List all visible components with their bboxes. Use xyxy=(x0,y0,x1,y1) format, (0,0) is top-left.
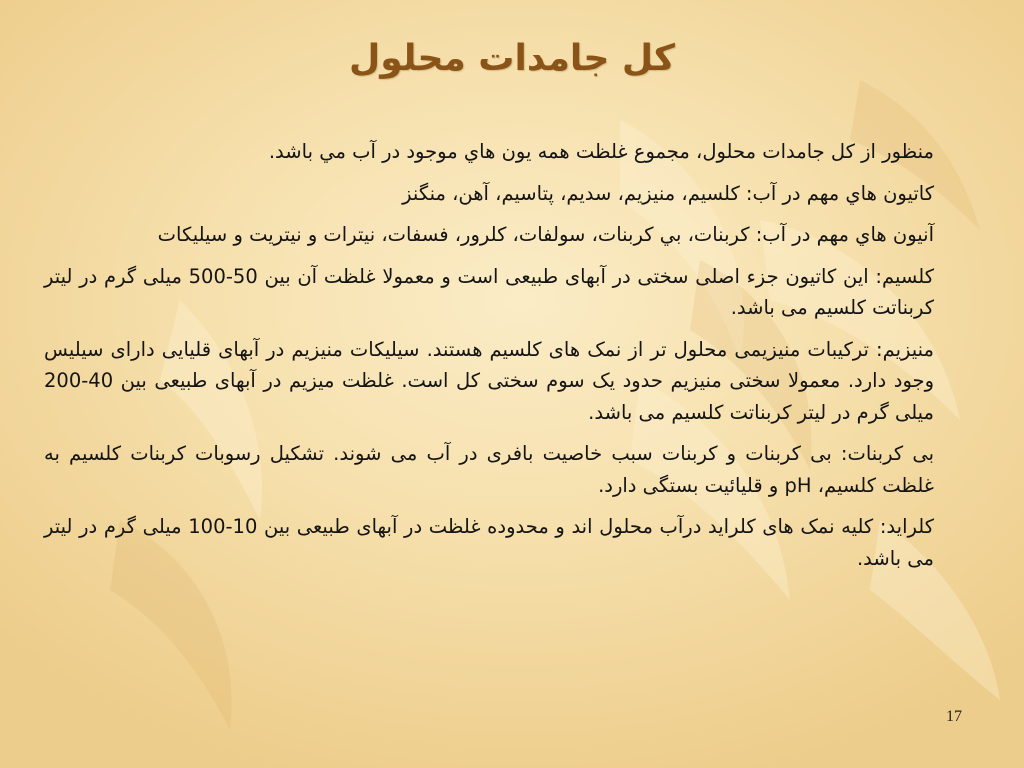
paragraph-cations: کاتيون هاي مهم در آب: کلسيم، منيزيم، سديم، پتاسيم، آهن، منگنز xyxy=(402,181,934,205)
page-number: 17 xyxy=(946,708,962,725)
paragraph-anions: آنيون هاي مهم در آب: کربنات، بي کربنات، سولفات، کلرور، فسفات، نيترات و نيتريت و سيليکات xyxy=(157,223,934,246)
paragraph-magnesium: منیزیم: ترکیبات منیزیمی محلول تر از نمک های کلسیم هستند. سیلیکات منیزیم در آبهای قلیایی دارای سیلیس وجود دارد. معمولا سختی منیزیم حدود یک سوم سختی کل است. غلظت میزیم در آبهای طبیعی بین 40-200 میلی گرم در لیتر کربناتت کلسیم می باشد. xyxy=(44,337,934,424)
paragraph-chloride: کلراید: کلیه نمک های کلراید درآب محلول اند و محدوده غلظت در آبهای طبیعی بین 10-100 میلی گرم در لیتر می باشد. xyxy=(44,515,934,570)
slide-title: کل جامدات محلول xyxy=(349,38,675,79)
paragraph-calcium: کلسیم: این کاتیون جزء اصلی سختی در آبهای طبیعی است و معمولا غلظت آن بین 50-500 میلی گرم در لیتر کربناتت کلسیم می باشد. xyxy=(44,264,934,319)
slide-body xyxy=(44,136,934,584)
paragraph-tds-definition: منظور از کل جامدات محلول، مجموع غلظت همه يون هاي موجود در آب مي باشد. xyxy=(268,140,934,163)
paragraph-bicarbonate: بی کربنات: بی کربنات و کربنات سبب خاصیت بافری در آب می شوند. تشکیل رسوبات کربنات کلسیم به غلظت کلسیم، pH و قلیائیت بستگی دارد. xyxy=(44,442,934,497)
